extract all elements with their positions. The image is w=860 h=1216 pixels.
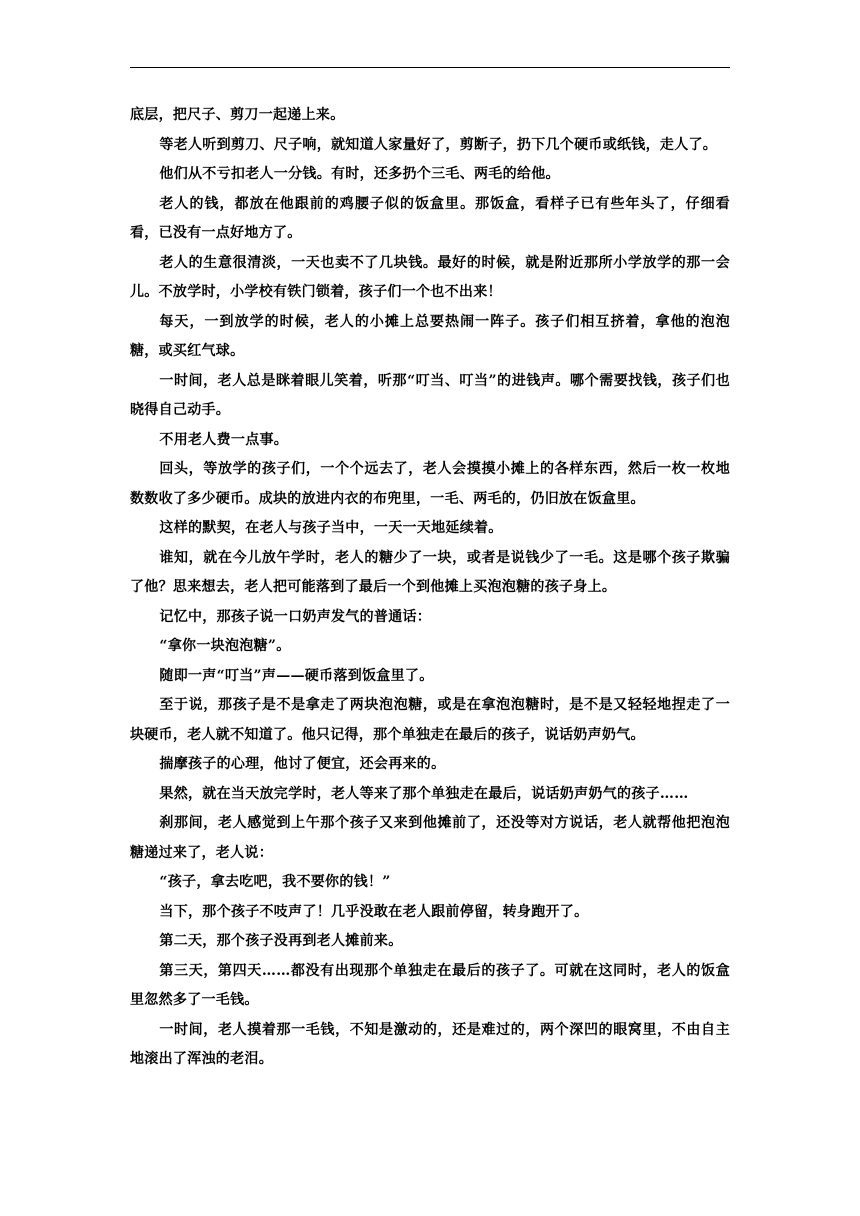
paragraph: 当下，那个孩子不吱声了！几乎没敢在老人跟前停留，转身跑开了。: [159, 903, 589, 920]
paragraph: 老人的钱，都放在他跟前的鸡腰子似的饭盒里。那饭盒，看样子已有些年头了，仔细看看，已没有一点好地方了。: [130, 195, 730, 241]
paragraph: “拿你一块泡泡糖”。: [159, 638, 291, 654]
paragraph: 这样的默契，在老人与孩子当中，一天一天地延续着。: [159, 520, 503, 536]
paragraph: 等老人听到剪刀、尺子响，就知道人家量好了，剪断子，扔下几个硬币或纸钱，走人了。: [159, 136, 718, 153]
paragraph: 每天，一到放学的时候，老人的小摊上总要热闹一阵子。孩子们相互挤着，拿他的泡泡糖，或买红气球。: [130, 313, 730, 359]
paragraph: 记忆中，那孩子说一口奶声发气的普通话：: [159, 608, 432, 625]
header-rule: [130, 67, 730, 68]
paragraph: 回头，等放学的孩子们，一个个远去了，老人会摸摸小摊上的各样东西，然后一枚一枚地数数收了多少硬币。成块的放进内衣的布兜里，一毛、两毛的，仍旧放在饭盒里。: [130, 461, 730, 507]
paragraph: 刹那间，老人感觉到上午那个孩子又来到他摊前了，还没等对方说话，老人就帮他把泡泡糖递过来了，老人说：: [130, 815, 730, 861]
paragraph: 第三天，第四天……都没有出现那个单独走在最后的孩子了。可就在这同时，老人的饭盒里忽然多了一毛钱。: [130, 962, 730, 1008]
paragraph: “孩子，拿去吃吧，我不要你的钱！”: [159, 874, 391, 890]
paragraph: 他们从不亏扣老人一分钱。有时，还多扔个三毛、两毛的给他。: [159, 166, 560, 182]
paragraph: 谁知，就在今儿放午学时，老人的糖少了一块，或者是说钱少了一毛。这是哪个孩子欺骗了他？思来想去，老人把可能落到了最后一个到他摊上买泡泡糖的孩子身上。: [130, 549, 730, 595]
paragraph: 不用老人费一点事。: [159, 431, 289, 448]
paragraph: 随即一声“叮当”声——硬币落到饭盒里了。: [159, 667, 434, 684]
paragraph: 至于说，那孩子是不是拿走了两块泡泡糖，或是在拿泡泡糖时，是不是又轻轻地捏走了一块硬币，老人就不知道了。他只记得，那个单独走在最后的孩子，说话奶声奶气。: [130, 697, 730, 743]
paragraph: 老人的生意很清淡，一天也卖不了几块钱。最好的时候，就是附近那所小学放学的那一会儿。不放学时，小学校有铁门锁着，孩子们一个也不出来！: [130, 254, 730, 300]
paragraph: 第二天，那个孩子没再到老人摊前来。: [159, 933, 403, 949]
paragraph: 果然，就在当天放完学时，老人等来了那个单独走在最后，说话奶声奶气的孩子……: [159, 785, 689, 802]
document-body: [130, 101, 730, 1075]
paragraph: 一时间，老人摸着那一毛钱，不知是激动的，还是难过的，两个深凹的眼窝里，不由自主地滚出了浑浊的老泪。: [130, 1021, 730, 1067]
paragraph: 底层，把尺子、剪刀一起递上来。: [130, 107, 345, 123]
paragraph: 揣摩孩子的心理，他讨了便宜，还会再来的。: [159, 756, 446, 772]
paragraph: 一时间，老人总是眯着眼儿笑着，听那“叮当、叮当”的进钱声。哪个需要找钱，孩子们也晓得自己动手。: [130, 372, 730, 418]
